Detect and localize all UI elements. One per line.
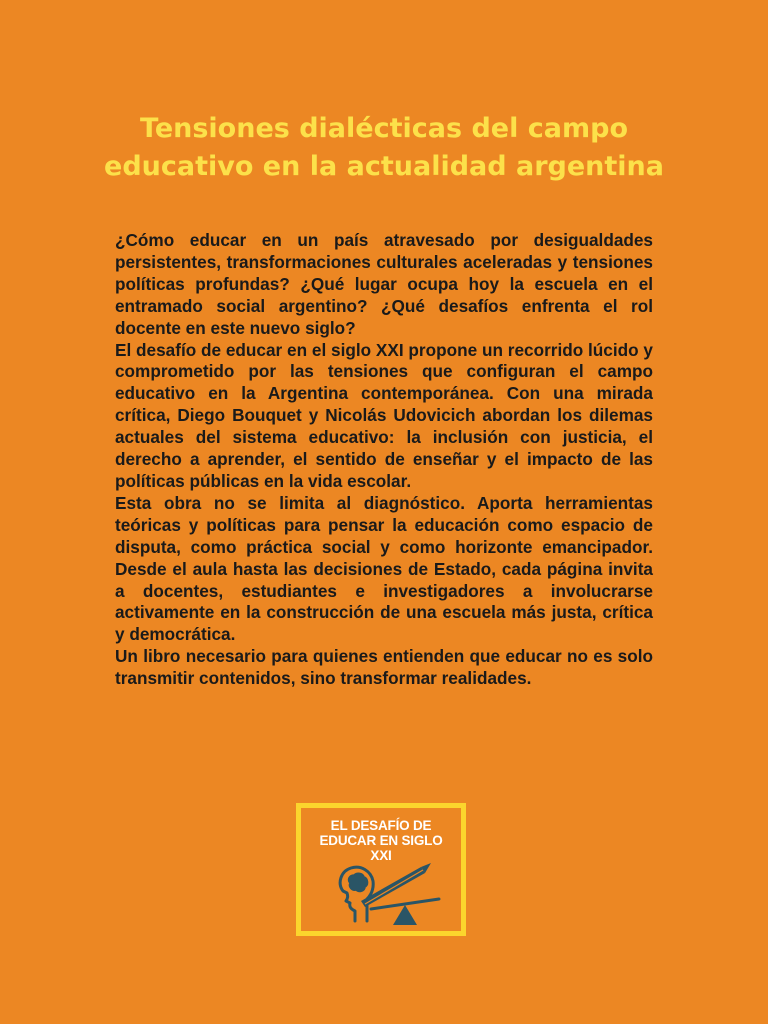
title-line-1: Tensiones dialécticas del campo — [139, 113, 628, 144]
logo-title-line-2: EDUCAR EN SIGLO — [319, 833, 443, 848]
back-cover-text — [115, 230, 653, 690]
book-logo — [296, 803, 466, 936]
logo-title-line-3: XXI — [370, 848, 392, 863]
head-brain-icon — [340, 867, 373, 921]
logo-illustration — [321, 863, 451, 931]
paragraph-summary: El desafío de educar en el siglo XXI propone un recorrido lúcido y comprometido por las tensiones que configuran el campo educativo en la Argentina contemporánea. Con una mirada crítica, Diego Bouquet y Nicolás Udovicich abordan los dilemas actuales del sistema educativo: la inclusión con justicia, el derecho a aprender, el sentido de enseñar y el impacto de las políticas públicas en la vida escolar. — [115, 339, 653, 491]
paragraph-contribution: Esta obra no se limita al diagnóstico. Aporta herramientas teóricas y políticas para pensar la educación como espacio de disputa, como práctica social y como horizonte emancipador. Desde el aula hasta las decisiones de Estado, cada página invita a docentes, estudiantes e investigadores a involucrarse activamente en la construcción de una escuela más justa, crítica y democrática. — [115, 492, 653, 645]
page-title — [60, 110, 708, 186]
paragraph-closing: Un libro necesario para quienes entienden que educar no es solo transmitir contenidos, sino transformar realidades. — [115, 646, 653, 689]
balance-scale-icon — [371, 899, 439, 925]
logo-title-line-1: EL DESAFÍO DE — [330, 818, 432, 833]
title-line-2: educativo en la actualidad argentina — [104, 151, 664, 182]
paragraph-questions: ¿Cómo educar en un país atravesado por desigualdades persistentes, transformaciones culturales aceleradas y tensiones políticas profundas? ¿Qué lugar ocupa hoy la escuela en el entramado social argentino? ¿Qué desafíos enfrenta el rol docente en este nuevo siglo? — [115, 230, 653, 338]
logo-title — [301, 818, 461, 863]
